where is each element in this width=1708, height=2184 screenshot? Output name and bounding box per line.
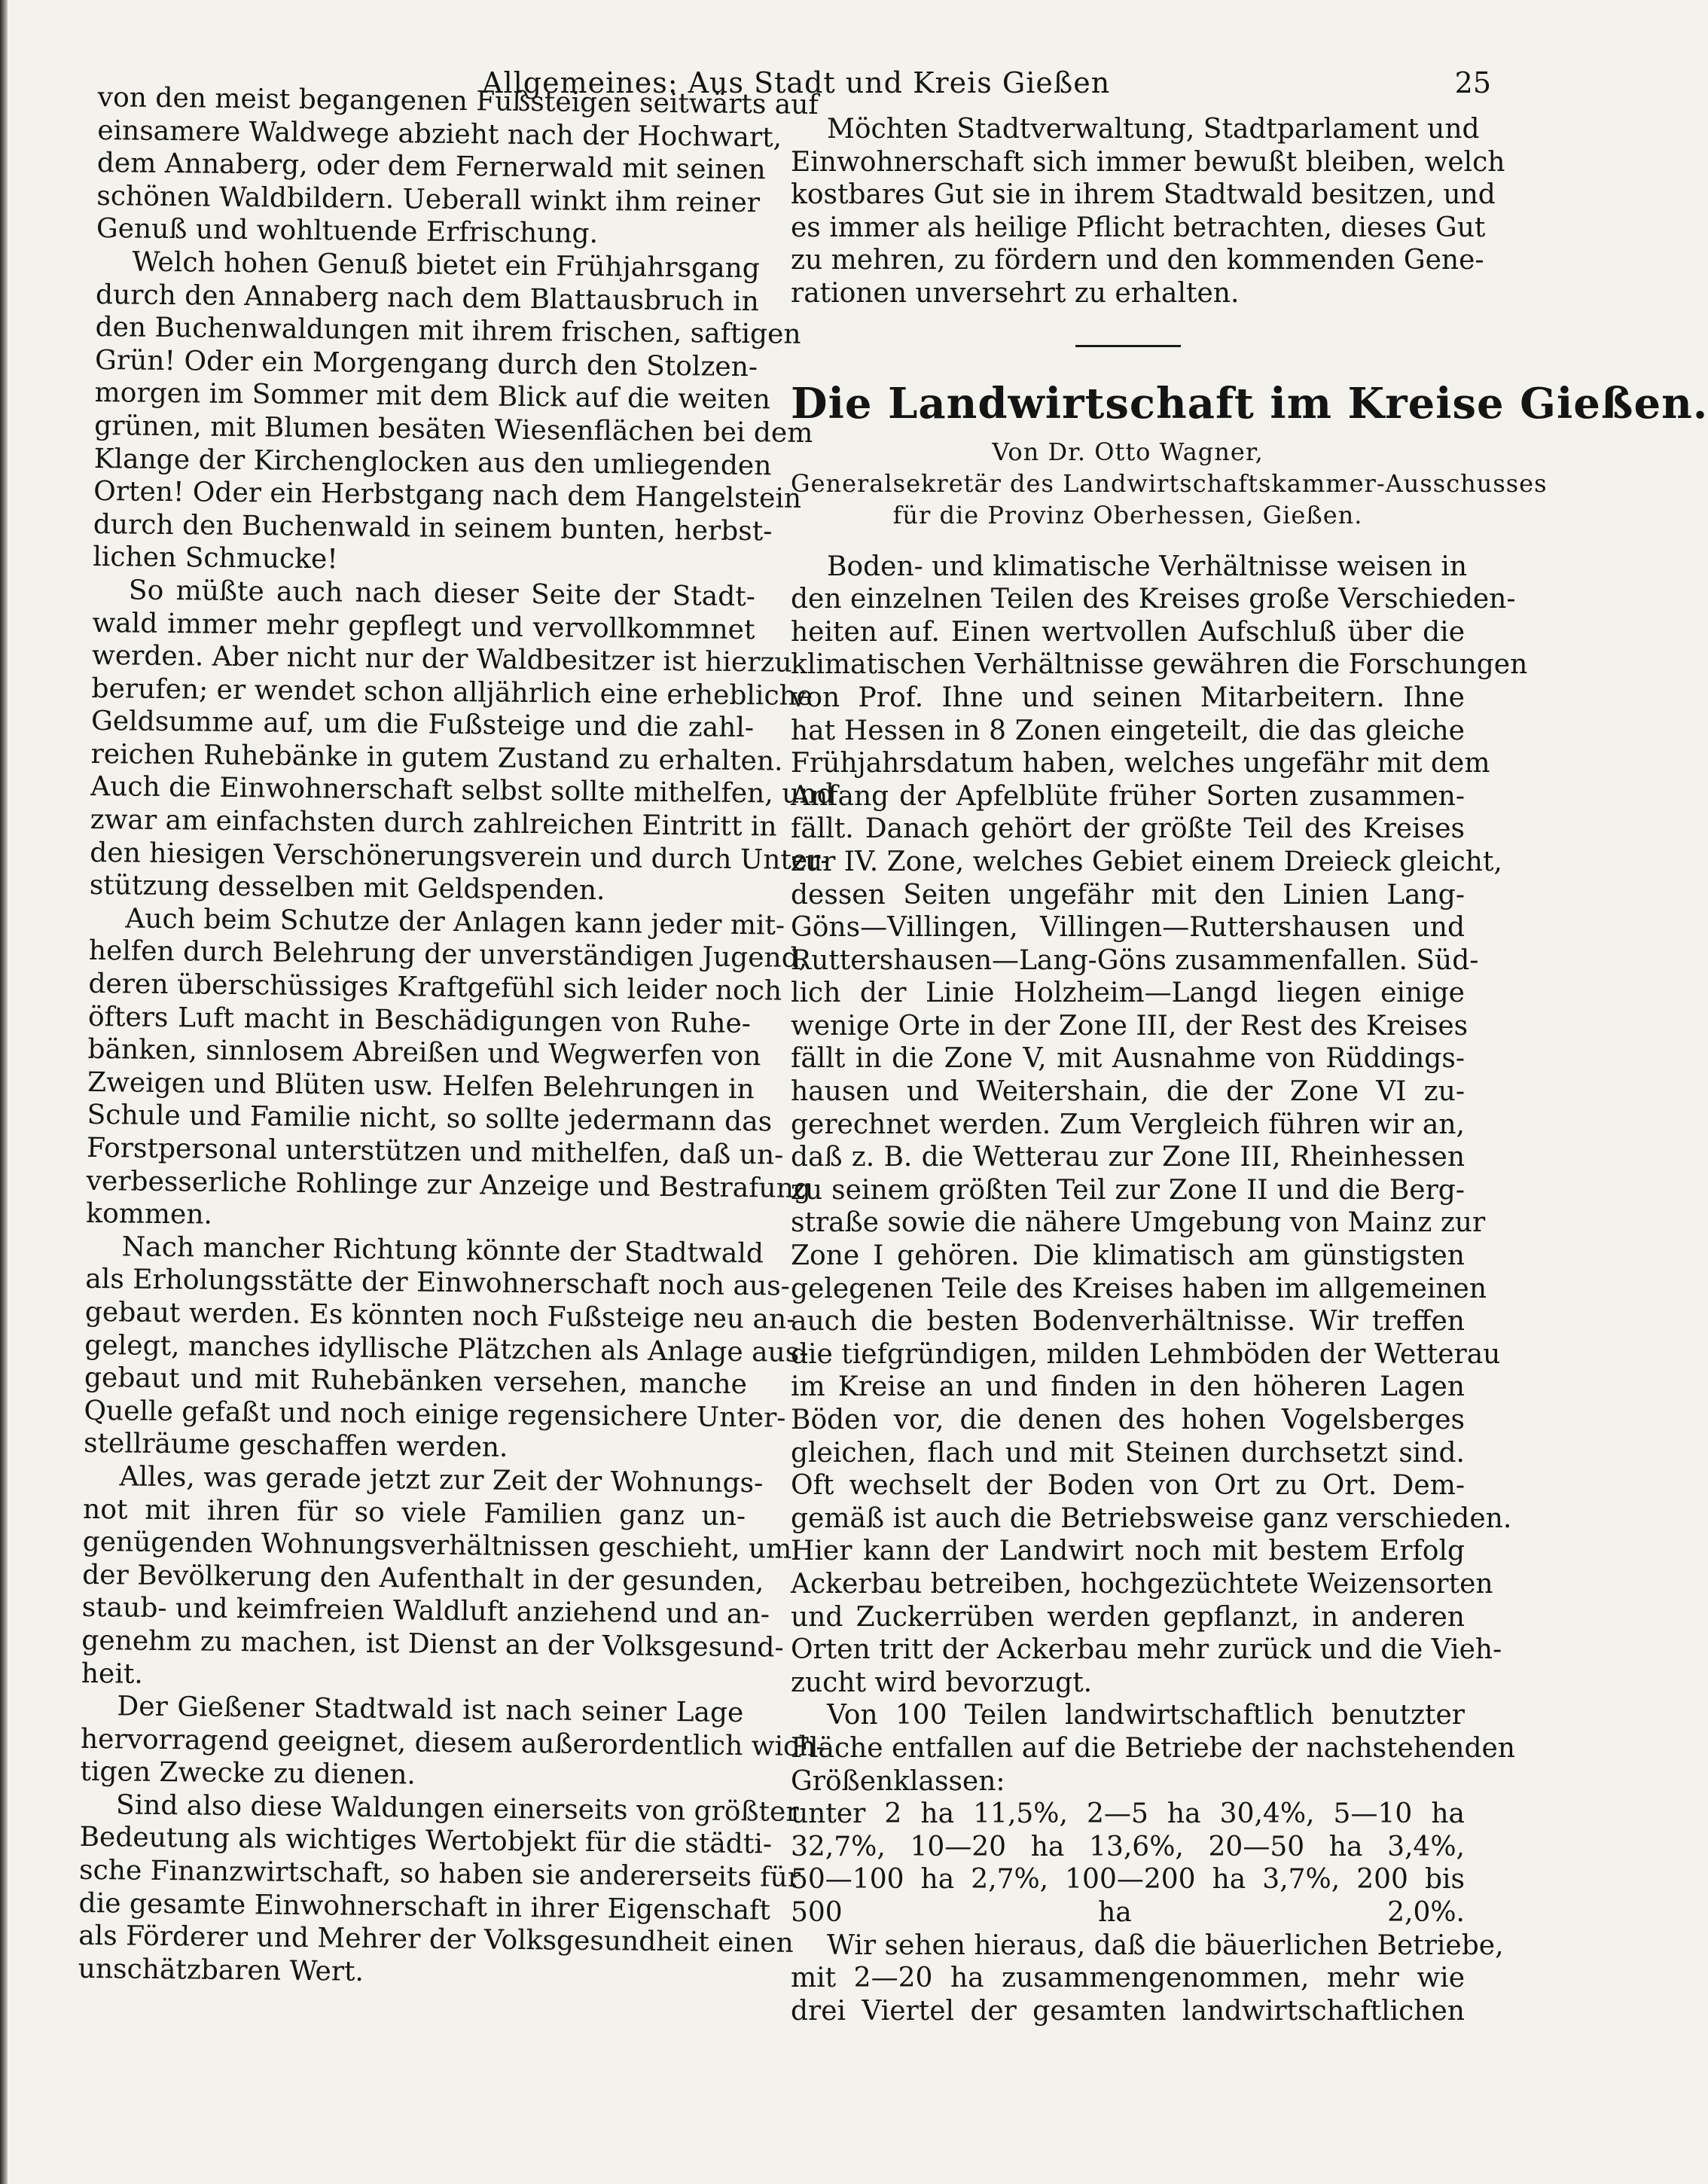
- article-title: Die Landwirtschaft im Kreise Gießen.: [791, 378, 1708, 429]
- text-line: zu mehren, zu fördern und den kommenden Gene-: [791, 245, 1484, 276]
- text-line: als Erholungsstätte der Einwohnerschaft noch aus-: [85, 1264, 791, 1303]
- text-line: werden. Aber nicht nur der Waldbesitzer ist hierzu: [91, 640, 792, 679]
- text-line: Der Gießener Stadtwald ist nach seiner Lage: [117, 1691, 744, 1729]
- text-line: Bedeutung als wichtiges Wertobjekt für die städti-: [79, 1822, 773, 1860]
- text-line: als Förderer und Mehrer der Volksgesundheit einen: [78, 1920, 794, 1960]
- text-line: zwar am einfachsten durch zahlreichen Eintritt in: [90, 804, 777, 843]
- text-line: Oft wechselt der Boden von Ort zu Ort. Dem-: [791, 1470, 1465, 1502]
- text-line: Hier kann der Landwirt noch mit bestem Erfolg: [791, 1536, 1465, 1567]
- text-line: Ruttershausen—Lang-Göns zusammenfallen. Süd-: [791, 944, 1479, 976]
- text-line: klimatischen Verhältnisse gewähren die Forschungen: [791, 649, 1528, 681]
- text-line: staub- und keimfreien Waldluft anziehend und an-: [81, 1592, 770, 1630]
- text-line: hervorragend geeignet, diesem außerordentlich wich-: [80, 1723, 825, 1762]
- text-line: Grün! Oder ein Morgengang durch den Stolzen-: [94, 344, 758, 383]
- text-line: Auch beim Schutze der Anlagen kann jeder mit-: [125, 903, 785, 941]
- text-line: So müßte auch nach dieser Seite der Stadt-: [128, 575, 756, 613]
- text-line: Genuß und wohltuende Erfrischung.: [96, 213, 599, 250]
- text-line: gerechnet werden. Zum Vergleich führen wir an,: [791, 1109, 1465, 1140]
- text-line: heit.: [81, 1658, 143, 1690]
- text-line: stützung desselben mit Geldspenden.: [89, 870, 605, 907]
- text-line: der Bevölkerung den Aufenthalt in der gesunden,: [82, 1559, 764, 1598]
- text-line: Böden vor, die denen des hohen Vogelsberges: [791, 1405, 1465, 1435]
- text-line: die tiefgründigen, milden Lehmböden der Wetterau: [791, 1338, 1501, 1370]
- text-line: gebaut und mit Ruhebänken versehen, manche: [84, 1362, 748, 1401]
- text-line: not mit ihren für so viele Familien ganz un-: [82, 1493, 746, 1532]
- text-line: zur IV. Zone, welches Gebiet einem Dreieck gleicht,: [791, 846, 1502, 877]
- text-line: lichen Schmucke!: [93, 541, 338, 575]
- text-line: Möchten Stadtverwaltung, Stadtparlament und: [827, 114, 1480, 145]
- text-line: Klange der Kirchenglocken aus den umliegenden: [93, 443, 772, 481]
- text-line: gemäß ist auch die Betriebsweise ganz verschieden.: [791, 1502, 1512, 1534]
- page-edge-shadow: [0, 0, 8, 2184]
- text-line: Wir sehen hieraus, daß die bäuerlichen Betriebe,: [827, 1929, 1504, 1961]
- text-line: Forstpersonal unterstützen und mithelfen, daß un-: [86, 1132, 784, 1171]
- text-line: morgen im Sommer mit dem Blick auf die weiten: [94, 377, 771, 416]
- text-line: Frühjahrsdatum haben, welches ungefähr mit dem: [791, 748, 1490, 779]
- text-line: Sind also diese Waldungen einerseits von größter: [115, 1789, 799, 1828]
- text-line: 500 ha 2,0%.: [791, 1896, 1465, 1928]
- text-line: schönen Waldbildern. Ueberall winkt ihm reiner: [96, 180, 761, 218]
- text-line: helfen durch Belehrung der unverständigen Jugend,: [88, 935, 808, 975]
- text-line: gebaut werden. Es könnten noch Fußsteige neu an-: [84, 1296, 796, 1335]
- closing-paragraph: [791, 113, 1505, 310]
- text-line: verbesserliche Rohlinge zur Anzeige und Bestrafung: [86, 1165, 812, 1204]
- section-divider: [1075, 345, 1181, 347]
- text-line: daß z. B. die Wetterau zur Zone III, Rheinhessen: [791, 1142, 1465, 1173]
- text-line: Nach mancher Richtung könnte der Stadtwald: [121, 1231, 764, 1270]
- text-line: den Buchenwaldungen mit ihrem frischen, saftigen: [95, 312, 801, 350]
- text-line: auch die besten Bodenverhältnisse. Wir treffen: [791, 1306, 1465, 1338]
- running-head: Allgemeines: Aus Stadt und Kreis Gießen: [482, 66, 1111, 99]
- text-line: hausen und Weitershain, die der Zone VI zu-: [791, 1076, 1465, 1108]
- text-line: Boden- und klimatische Verhältnisse weisen in: [827, 551, 1468, 582]
- text-line: Schule und Familie nicht, so sollte jedermann das: [87, 1100, 773, 1138]
- article-author: Von Dr. Otto Wagner,: [992, 437, 1264, 466]
- text-line: Orten! Oder ein Herbstgang nach dem Hangelstein: [93, 476, 802, 514]
- text-line: gelegenen Teile des Kreises haben im allgemeinen: [791, 1273, 1487, 1304]
- text-line: wenige Orte in der Zone III, der Rest des Kreises: [791, 1010, 1469, 1042]
- text-line: Auch die Einwohnerschaft selbst sollte mithelfen, und: [90, 771, 834, 810]
- text-line: Zweigen und Blüten usw. Helfen Belehrungen in: [87, 1066, 755, 1106]
- text-line: gleichen, flach und mit Steinen durchsetzt sind.: [791, 1437, 1465, 1469]
- article-continuation: [791, 1929, 1504, 2028]
- text-line: fällt. Danach gehört der größte Teil des Kreises: [791, 813, 1465, 845]
- text-line: drei Viertel der gesamten landwirtschaftlichen: [791, 1995, 1465, 2027]
- text-line: Größenklassen:: [791, 1765, 1005, 1797]
- text-line: Von 100 Teilen landwirtschaftlich benutzter: [827, 1700, 1465, 1731]
- text-line: durch den Annaberg nach dem Blattausbruch in: [95, 279, 760, 317]
- text-line: genügenden Wohnungsverhältnissen geschieht, um: [82, 1527, 792, 1565]
- text-line: straße sowie die nähere Umgebung von Mainz zur: [791, 1207, 1486, 1239]
- text-line: unter 2 ha 11,5%, 2—5 ha 30,4%, 5—10 ha: [791, 1798, 1465, 1830]
- text-line: Göns—Villingen, Villingen—Ruttershausen und: [791, 912, 1465, 944]
- text-line: heiten auf. Einen wertvollen Aufschluß über die: [791, 616, 1465, 648]
- author-affiliation: für die Provinz Oberhessen, Gießen.: [892, 500, 1363, 529]
- text-line: tigen Zwecke zu dienen.: [80, 1756, 416, 1791]
- text-line: zu seinem größten Teil zur Zone II und die Berg-: [791, 1174, 1465, 1206]
- text-line: 50—100 ha 2,7%, 100—200 ha 3,7%, 200 bis: [791, 1864, 1465, 1896]
- text-line: Einwohnerschaft sich immer bewußt bleiben, welch: [791, 146, 1505, 178]
- text-line: hat Hessen in 8 Zonen eingeteilt, die das gleiche: [791, 715, 1465, 746]
- text-line: es immer als heilige Pflicht betrachten, dieses Gut: [791, 212, 1486, 243]
- text-line: berufen; er wendet schon alljährlich eine erhebliche: [91, 673, 813, 712]
- text-line: Ackerbau betreiben, hochgezüchtete Weizensorten: [791, 1568, 1493, 1600]
- left-column: [78, 81, 834, 1993]
- text-line: deren überschüssiges Kraftgefühl sich leider noch: [88, 968, 782, 1007]
- text-line: den einzelnen Teilen des Kreises große Verschieden-: [791, 584, 1516, 615]
- text-line: lich der Linie Holzheim—Langd liegen einige: [791, 978, 1465, 1009]
- text-line: den hiesigen Verschönerungsverein und durch Unter-: [90, 837, 830, 876]
- text-line: Quelle gefaßt und noch einige regensichere Unter-: [84, 1395, 786, 1434]
- text-line: von den meist begangenen Fußsteigen seitwärts auf: [97, 81, 819, 121]
- text-line: Fläche entfallen auf die Betriebe der nachstehenden: [791, 1732, 1515, 1764]
- text-line: unschätzbaren Wert.: [78, 1953, 364, 1987]
- size-class-statistics: [791, 1798, 1465, 1929]
- text-line: sche Finanzwirtschaft, so haben sie andererseits für: [78, 1854, 801, 1893]
- text-line: Zone I gehören. Die klimatisch am günstigsten: [791, 1240, 1465, 1272]
- text-line: öfters Luft macht in Beschädigungen von Ruhe-: [87, 1001, 752, 1039]
- text-line: Welch hohen Genuß bietet ein Frühjahrsgang: [132, 246, 761, 285]
- right-column: [791, 113, 1708, 2027]
- text-line: einsamere Waldwege abzieht nach der Hochwart,: [97, 114, 782, 154]
- text-line: rationen unversehrt zu erhalten.: [791, 277, 1240, 309]
- text-line: grünen, mit Blumen besäten Wiesenflächen bei dem: [93, 410, 813, 449]
- text-line: Anfang der Apfelblüte früher Sorten zusammen-: [791, 780, 1465, 812]
- author-position: Generalsekretär des Landwirtschaftskammer-Ausschusses: [791, 468, 1548, 498]
- text-line: von Prof. Ihne und seinen Mitarbeitern. Ihne: [791, 682, 1465, 713]
- text-line: kostbares Gut sie in ihrem Stadtwald besitzen, und: [791, 179, 1496, 211]
- text-line: mit 2—20 ha zusammengenommen, mehr wie: [791, 1963, 1465, 1994]
- text-line: 32,7%, 10—20 ha 13,6%, 20—50 ha 3,4%,: [791, 1831, 1465, 1862]
- page-number: 25: [1454, 66, 1491, 99]
- text-line: und Zuckerrüben werden gepflanzt, in anderen: [791, 1601, 1465, 1633]
- text-line: zucht wird bevorzugt.: [791, 1667, 1093, 1698]
- text-line: kommen.: [86, 1198, 213, 1231]
- text-line: dem Annaberg, oder dem Fernerwald mit seinen: [96, 148, 766, 186]
- text-line: fällt in die Zone V, mit Ausnahme von Rüddings-: [791, 1043, 1465, 1075]
- text-line: durch den Buchenwald in seinem bunten, herbst-: [93, 508, 773, 548]
- text-line: Alles, was gerade jetzt zur Zeit der Wohnungs-: [119, 1461, 764, 1499]
- text-line: stellräume geschaffen werden.: [83, 1428, 508, 1464]
- text-line: genehm zu machen, ist Dienst an der Volksgesund-: [81, 1624, 784, 1664]
- text-line: die gesamte Einwohnerschaft in ihrer Eigenschaft: [78, 1887, 771, 1926]
- article-body: [791, 551, 1528, 1798]
- text-line: wald immer mehr gepflegt und vervollkommnet: [92, 607, 755, 645]
- text-line: reichen Ruhebänke in gutem Zustand zu erhalten.: [90, 738, 783, 777]
- text-line: Geldsumme auf, um die Fußsteige und die zahl-: [90, 706, 755, 744]
- text-line: bänken, sinnlosem Abreißen und Wegwerfen von: [87, 1034, 761, 1072]
- text-line: dessen Seiten ungefähr mit den Linien Lang-: [791, 879, 1465, 911]
- text-line: im Kreise an und finden in den höheren Lagen: [791, 1371, 1465, 1403]
- text-line: gelegt, manches idyllische Plätzchen als Anlage aus-: [84, 1329, 809, 1368]
- text-line: Orten tritt der Ackerbau mehr zurück und die Vieh-: [791, 1634, 1502, 1666]
